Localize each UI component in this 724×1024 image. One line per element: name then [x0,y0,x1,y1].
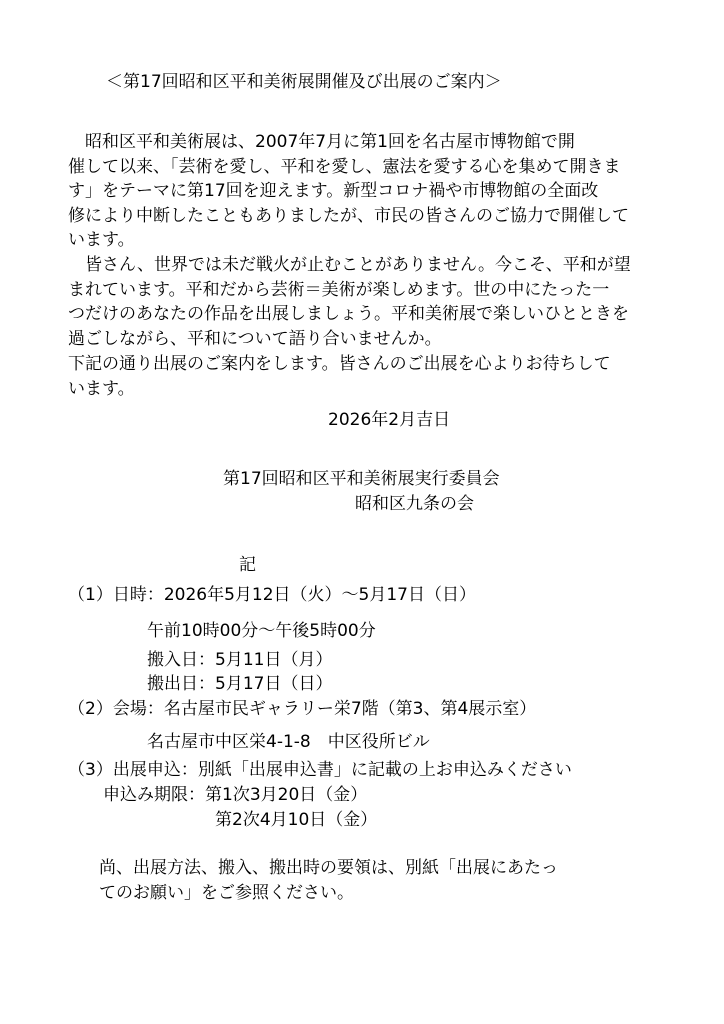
note-line: てのお願い」をご参照ください。 [99,882,354,903]
carry-out-date: 搬出日：5月17日（日） [147,674,333,694]
intro-line: います。 [68,378,135,399]
intro-line: 皆さん、世界では未だ戦火が止むことがありません。今こそ、平和が望 [68,255,631,275]
intro-line: 昭和区平和美術展は、2007年7月に第1回を名古屋市博物館で開 [68,132,575,152]
intro-line: います。 [68,230,135,250]
closing-note [99,856,619,905]
intro-line: す」をテーマに第17回を迎えます。新型コロナ禍や市博物館の全面改 [68,181,599,201]
intro-line: まれています。平和だから芸術＝美術が楽しめます。世の中にたった一 [68,279,610,300]
organizer-group: 昭和区九条の会 [355,494,474,514]
note-line: 尚、出展方法、搬入、搬出時の要領は、別紙「出展にあたっ [99,858,558,878]
schedule-hours: 午前10時00分～午後5時00分 [147,621,376,641]
issue-date: 2026年2月吉日 [328,410,451,430]
intro-line: つだけのあなたの作品を出展しましょう。平和美術展で楽しいひとときを [68,304,629,324]
intro-paragraph-1 [68,130,668,253]
venue-address: 名古屋市中区栄4-1-8 中区役所ビル [147,732,430,752]
carry-in-date: 搬入日：5月11日（月） [147,650,333,670]
deadline-first: 申込み期限：第1次3月20日（金） [103,785,368,805]
organizer-committee: 第17回昭和区平和美術展実行委員会 [223,469,500,489]
schedule-item: （1）日時：2026年5月12日（火）～5月17日（日） [68,585,476,605]
application-item: （3）出展申込：別紙「出展申込書」に記載の上お申込みください [68,760,572,780]
intro-paragraph-3 [68,352,668,401]
intro-line: 下記の通り出展のご案内をします。皆さんのご出展を心よりお待ちして [68,354,611,374]
page-title: ＜第17回昭和区平和美術展開催及び出展のご案内＞ [106,72,502,92]
intro-paragraph-2 [68,253,668,351]
intro-line: 催して以来、「芸術を愛し、平和を愛し、憲法を愛する心を集めて開きま [68,156,621,177]
intro-line: 修により中断したこともありましたが、市民の皆さんのご協力で開催して [68,205,629,226]
intro-line: 過ごしながら、平和について語り合いませんか。 [68,328,442,349]
ki-heading: 記 [239,555,256,575]
venue-item: （2）会場：名古屋市民ギャラリー栄7階（第3、第4展示室） [68,699,537,719]
deadline-second: 第2次4月10日（金） [215,810,378,830]
